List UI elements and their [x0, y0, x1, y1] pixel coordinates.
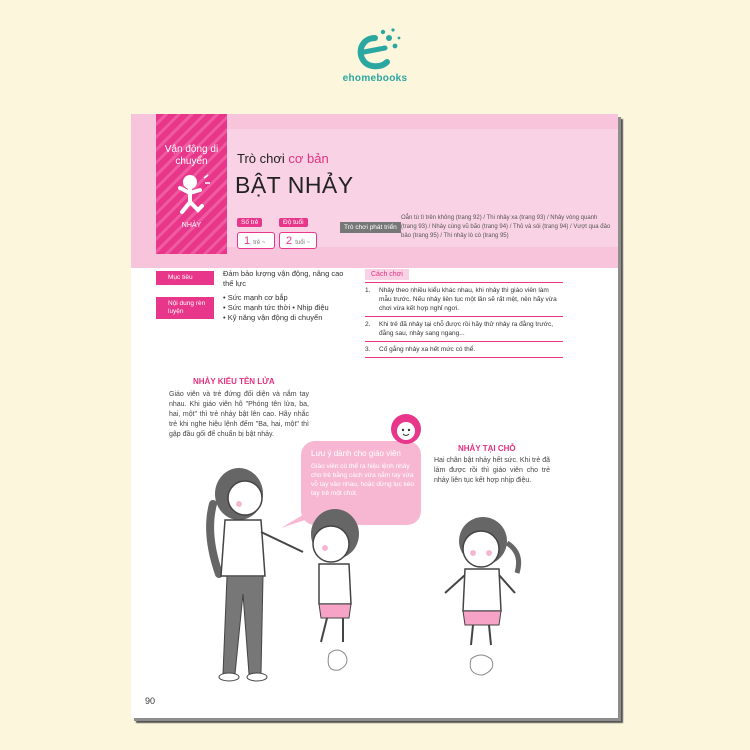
jump-in-place-text: Hai chân bật nhảy hết sức. Khi trẻ đã làm được rồi thì giáo viên cho trẻ nhảy liên tục kết hợp nhịp điệu.: [434, 457, 550, 484]
step-item: [365, 282, 563, 316]
training-content-list: [223, 293, 348, 323]
category-tab: [156, 114, 227, 254]
category-title: Vận động di chuyển: [164, 144, 219, 167]
age-label: Độ tuổi: [279, 218, 308, 227]
step-item: [365, 316, 563, 341]
game-type-accent: cơ bản: [288, 151, 329, 166]
players-box: [237, 232, 275, 249]
step-number: 3.: [365, 346, 371, 353]
game-type: [237, 151, 329, 166]
step-text: Nhảy theo nhiều kiểu khác nhau, khi nhảy thì giáo viên làm mẫu trước. Nếu nhảy liên tục một lần sẽ rất mệt, nên hãy vừa chơi vừa kết hợp nghỉ ngơi.: [379, 287, 557, 312]
players-value: 1: [244, 235, 251, 247]
rocket-jump-title: NHẢY KIỂU TÊN LỬA: [193, 377, 275, 386]
age-stat: [279, 211, 317, 249]
step-number: 1.: [365, 287, 371, 294]
age-value: 2: [286, 235, 293, 247]
step-text: Cố gắng nhảy xa hết mức có thể.: [379, 346, 476, 353]
step-number: 2.: [365, 321, 371, 328]
page-number: 90: [145, 696, 156, 706]
teacher-tip-text: Giáo viên có thể ra hiệu lệnh nhảy cho trẻ bằng cách vừa nắm tay vừa vỗ tay vào nhau, hoặc dừng lục kéo tay trẻ một chút.: [311, 463, 415, 497]
training-item: • Sức mạnh tức thời • Nhịp điệu: [223, 303, 329, 312]
brand-name: ehomebooks: [342, 73, 408, 84]
book-page: [131, 114, 618, 718]
training-item: • Kỹ năng vận động di chuyển: [223, 313, 323, 322]
child-jumping-illustration: [431, 509, 541, 694]
jump-in-place-title: NHẢY TẠI CHỖ: [458, 444, 516, 453]
teacher-child-illustration: [179, 464, 389, 694]
age-unit: tuổi ~: [295, 240, 311, 246]
how-to-play-steps: [365, 282, 563, 358]
jumping-figure-icon: [168, 172, 214, 218]
goal-text: Đảm bảo lượng vận động, nâng cao thể lực: [223, 269, 344, 288]
teacher-tip-title: Lưu ý dành cho giáo viên: [311, 449, 401, 458]
training-content-tag: Nội dung rèn luyện: [156, 297, 214, 319]
goal-tag: Mục tiêu: [156, 271, 214, 285]
players-label: Số trẻ: [237, 218, 262, 227]
players-stat: [237, 211, 275, 249]
category-label: NHẢY: [181, 222, 202, 229]
teacher-face-icon: [389, 412, 423, 446]
step-text: Khi trẻ đã nhảy tại chỗ được rồi hãy thử nhảy ra đằng trước, đằng sau, nhảy sang ngang...: [379, 321, 554, 337]
how-to-play-label: Cách chơi: [365, 269, 409, 280]
age-box: [279, 232, 317, 249]
players-unit: trẻ ~: [253, 240, 266, 246]
development-games: Oẳn tù tì trên không (trang 92) / Thi nhảy xa (trang 93) / Nhảy vòng quanh (trang 93) / Nhảy cùng vũ bão (trang 94) / Thỏ và sói (trang 94) / Vượt qua đảo bảo (trang 95) / Thi nhảy lò cò (trang 95): [401, 215, 611, 239]
step-item: [365, 341, 563, 358]
rocket-jump-text: Giáo viên và trẻ đứng đối diện và nắm tay nhau. Khi giáo viên hô "Phóng tên lửa, ba, hai, một" thì trẻ nhảy bật lên cao. Hãy nhắc trẻ khi nghe hiệu lệnh đếm "Ba, hai, một" thì gập đầu gối để chuẩn bị bật nhảy.: [169, 391, 309, 438]
game-type-prefix: Trò chơi: [237, 151, 285, 166]
development-label: Trò chơi phát triển: [340, 222, 401, 233]
training-item: • Sức mạnh cơ bắp: [223, 293, 288, 302]
page-title: BẬT NHẢY: [235, 172, 354, 198]
